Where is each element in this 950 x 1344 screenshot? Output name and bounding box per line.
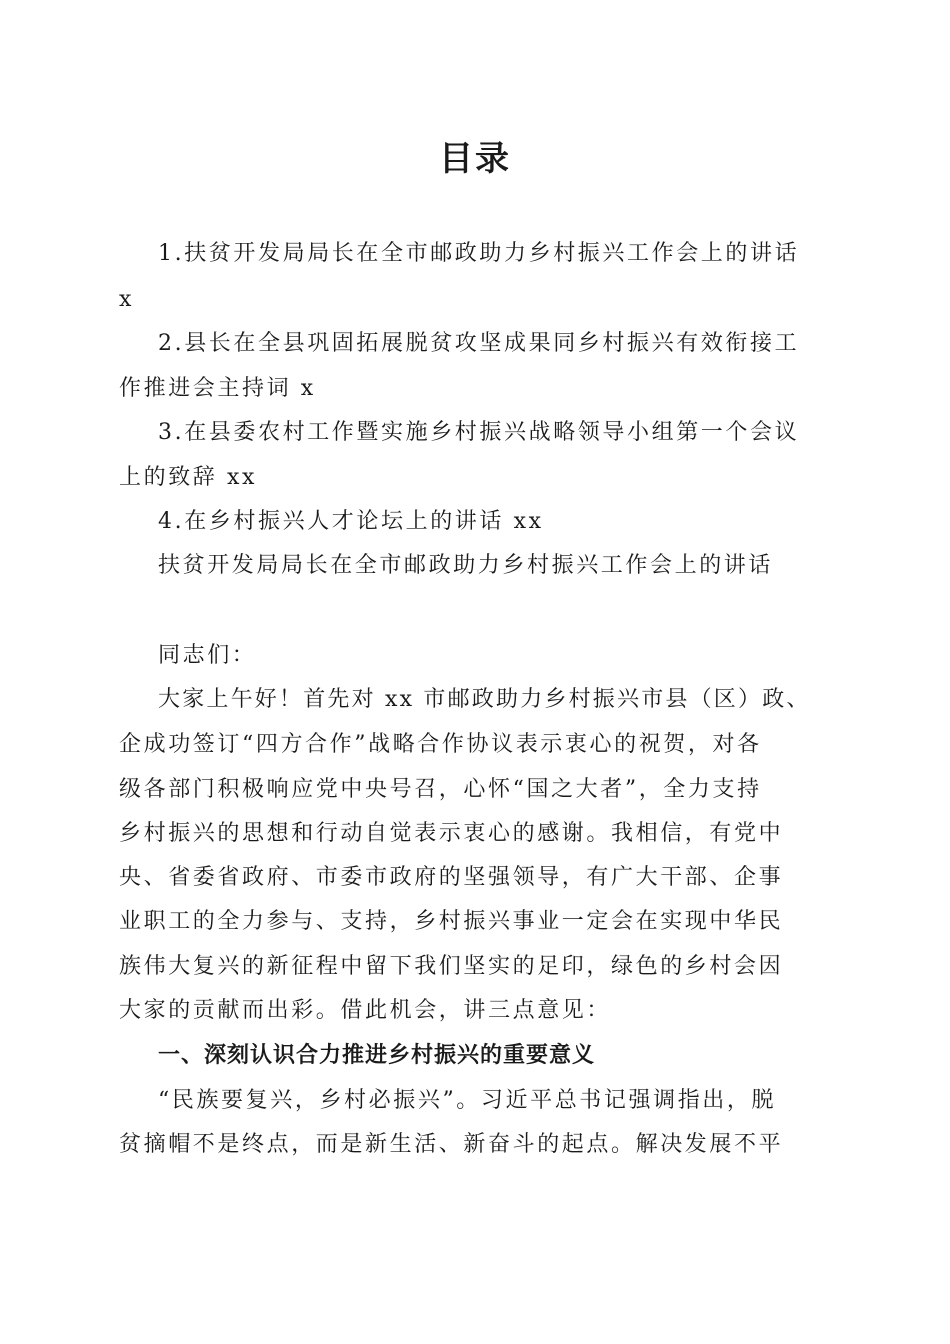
toc-entry-4: 4.在乡村振兴人才论坛上的讲话 xx [158,509,544,534]
toc-entry-3: 3.在县委农村工作暨实施乡村振兴战略领导小组第一个会议 [158,420,800,445]
paragraph-line: 乡村振兴的思想和行动自觉表示衷心的感谢。我相信，有党中 [119,821,784,846]
paragraph-line: “民族要复兴，乡村必振兴”。习近平总书记强调指出，脱 [158,1088,777,1113]
article-title: 扶贫开发局局长在全市邮政助力乡村振兴工作会上的讲话 [158,553,774,578]
paragraph-line: 贫摘帽不是终点，而是新生活、新奋斗的起点。解决发展不平 [119,1132,784,1157]
salutation: 同志们： [158,643,257,668]
paragraph-line: 企成功签订“四方合作”战略合作协议表示衷心的祝贺，对各 [119,732,762,757]
toc-entry-1-cont: x [119,287,135,312]
paragraph-line: 级各部门积极响应党中央号召，心怀“国之大者”，全力支持 [119,777,762,802]
paragraph-line: 族伟大复兴的新征程中留下我们坚实的足印，绿色的乡村会因 [119,954,784,979]
toc-entry-2: 2.县长在全县巩固拓展脱贫攻坚成果同乡村振兴有效衔接工 [158,331,800,356]
paragraph-line: 大家的贡献而出彩。借此机会，讲三点意见： [119,998,612,1023]
paragraph-line: 大家上午好！首先对 xx 市邮政助力乡村振兴市县（区）政、 [158,687,811,712]
paragraph-line: 央、省委省政府、市委市政府的坚强领导，有广大干部、企事 [119,865,784,890]
section-1-heading: 一、深刻认识合力推进乡村振兴的重要意义 [158,1043,596,1068]
toc-title: 目录 [439,139,511,179]
paragraph-line: 业职工的全力参与、支持，乡村振兴事业一定会在实现中华民 [119,909,784,934]
toc-entry-2-cont: 作推进会主持词 x [119,376,316,401]
toc-entry-3-cont: 上的致辞 xx [119,465,258,490]
toc-entry-1: 1.扶贫开发局局长在全市邮政助力乡村振兴工作会上的讲话 [158,241,800,266]
